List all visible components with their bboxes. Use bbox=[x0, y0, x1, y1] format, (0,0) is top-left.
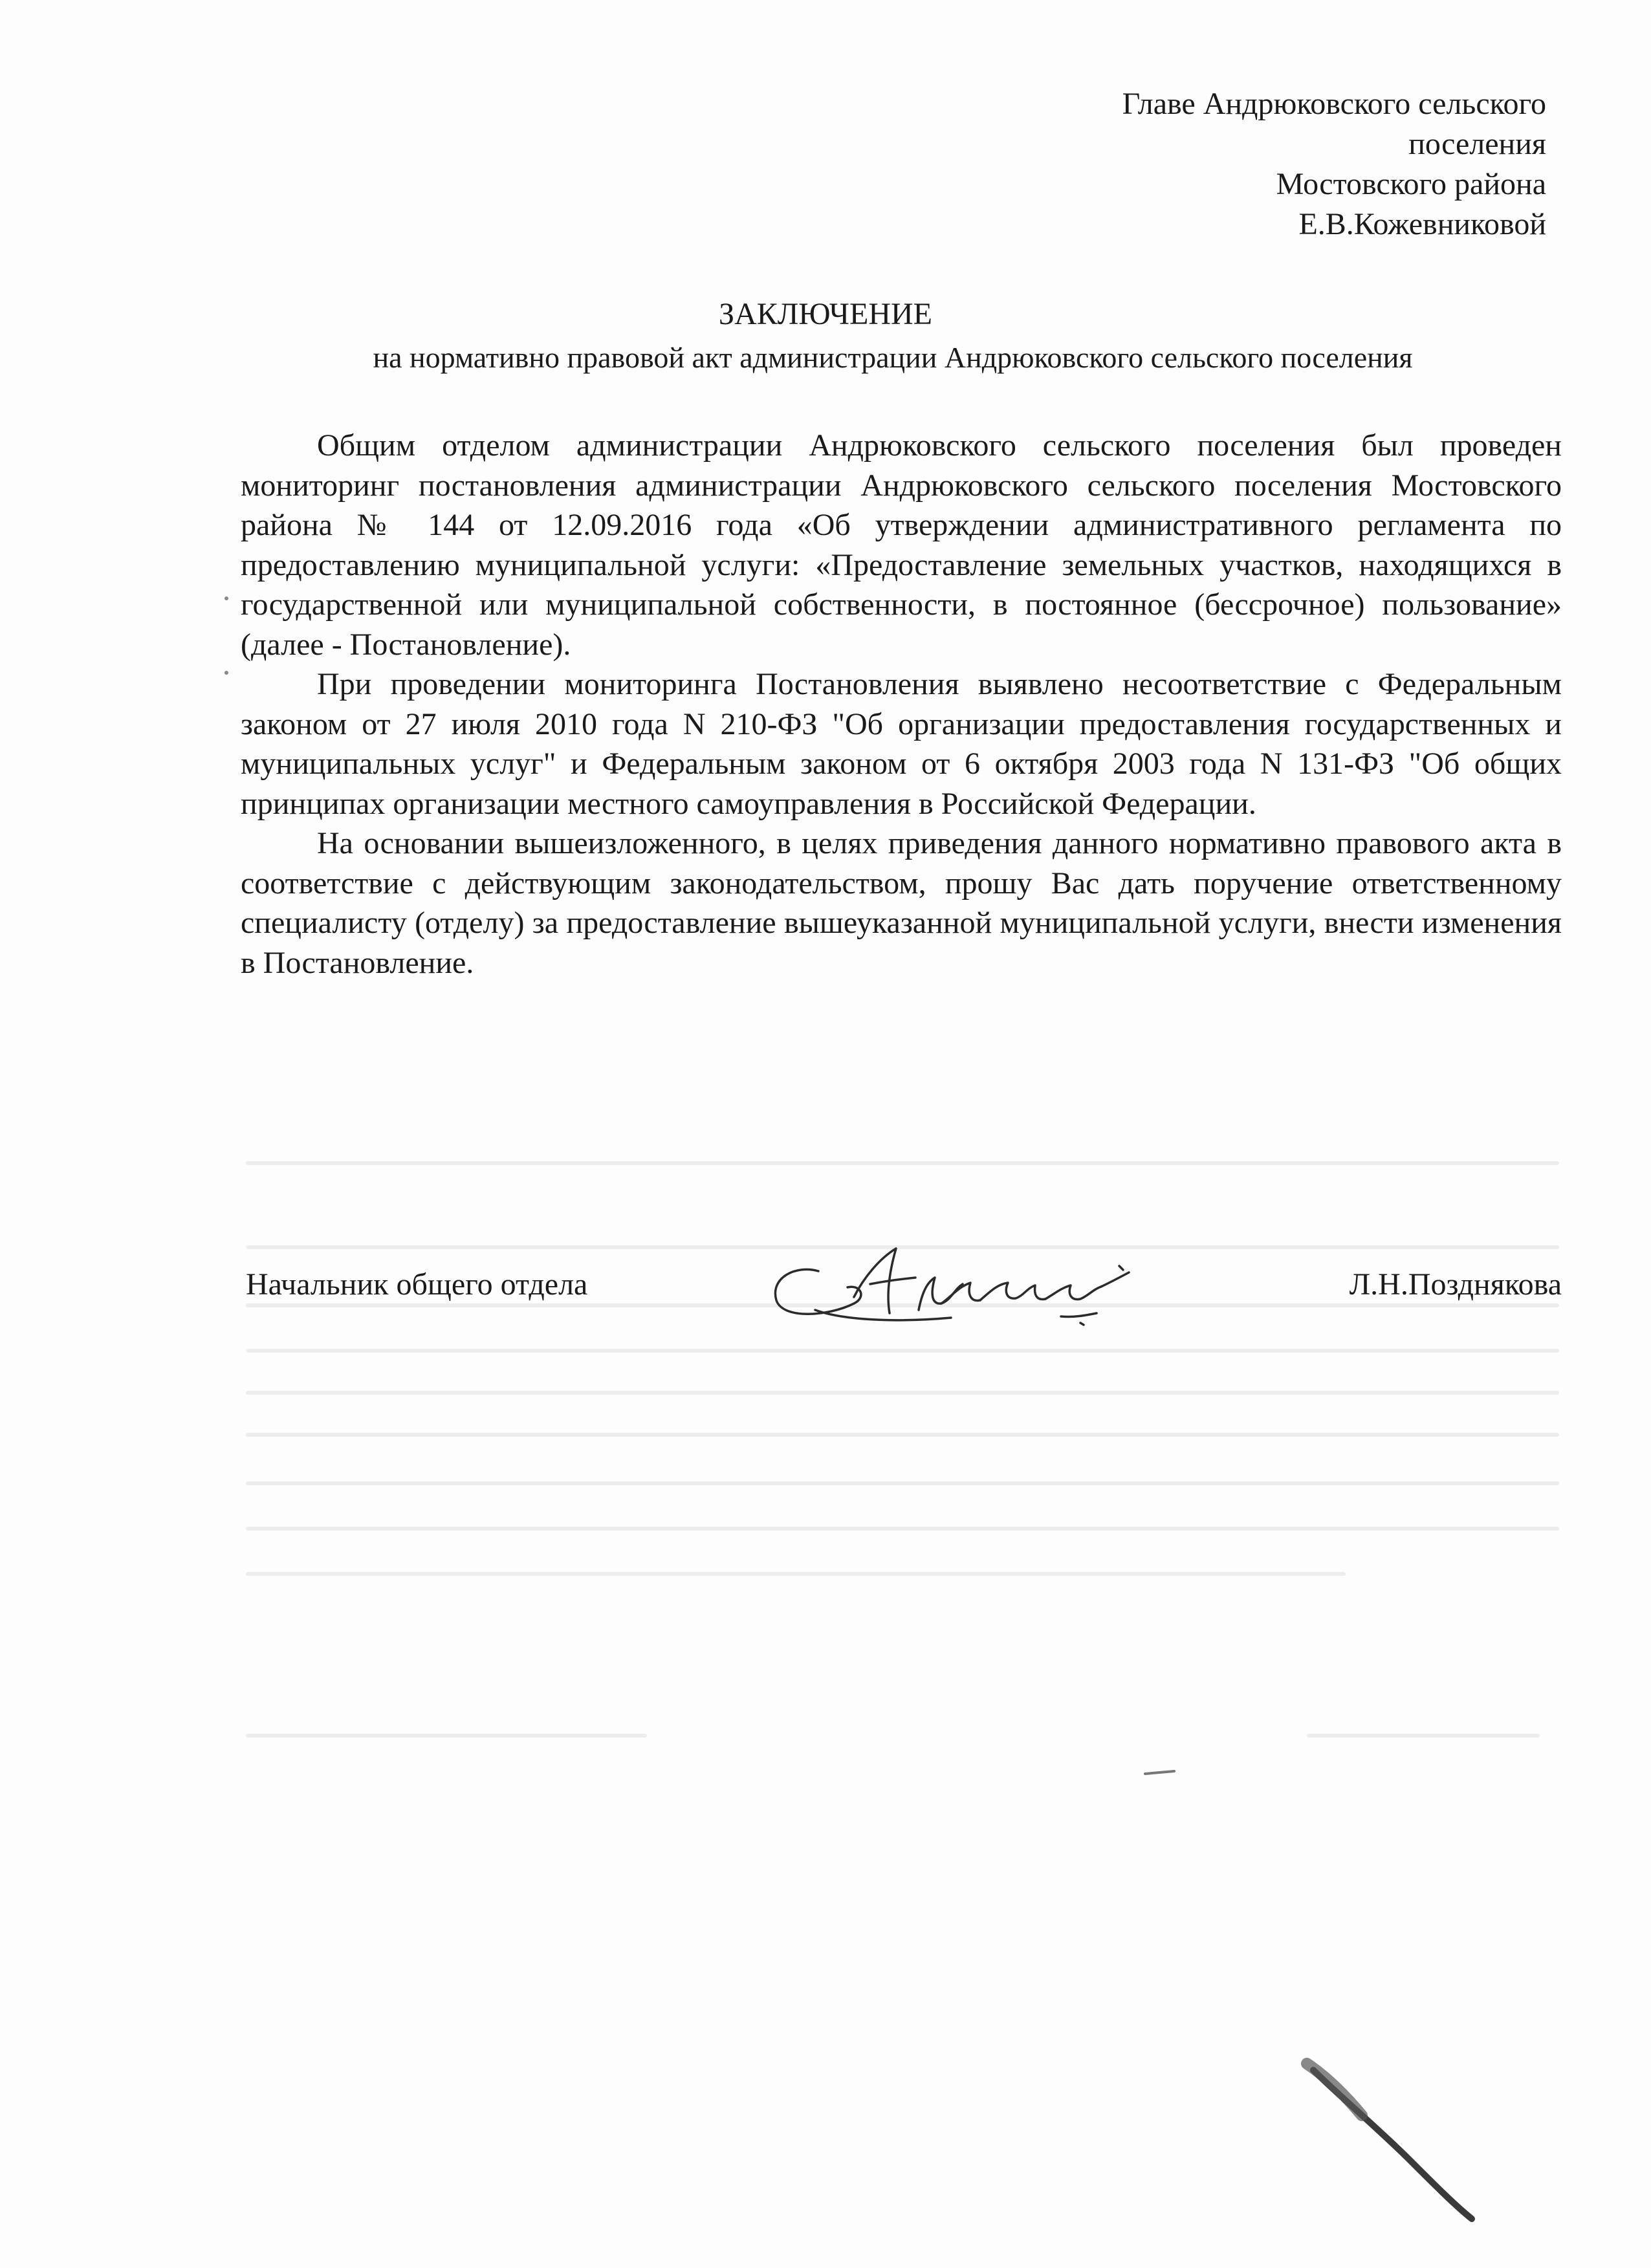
signatory-position: Начальник общего отдела bbox=[246, 1267, 588, 1302]
body-paragraph: На основании вышеизложенного, в целях приведения данного нормативно правового акта в соответствие с действующим законодательством, прошу Вас дать поручение ответственному специалисту (отделу) за предоставление вышеуказанной муниципальной услуги, внести изменения в Постановление. bbox=[241, 826, 1562, 980]
scan-artifact-mark bbox=[1300, 2057, 1482, 2225]
document-body bbox=[241, 426, 1562, 983]
scan-artifact-dot bbox=[220, 592, 233, 605]
body-paragraph: Общим отделом администрации Андрюковского сельского поселения был проведен мониторинг постановления администрации Андрюковского сельского поселения Мостовского района № 144 от 12.09.2016 года «Об утверждении административного регламента по предоставлению муниципальной услуги: «Предоставление земельных участков, находящихся в государственной или муниципальной собственности, в постоянное (бессрочное) пользование» (далее - Постановление). bbox=[241, 428, 1562, 662]
document-subtitle: на нормативно правовой акт администрации Андрюковского сельского поселения bbox=[373, 341, 1413, 374]
addressee-line: поселения bbox=[1408, 127, 1546, 161]
handwritten-signature bbox=[757, 1232, 1158, 1342]
signatory-name: Л.Н.Позднякова bbox=[1349, 1267, 1562, 1302]
addressee-line: Мостовского района bbox=[1276, 167, 1546, 201]
document-title: ЗАКЛЮЧЕНИЕ bbox=[719, 297, 932, 331]
body-paragraph: При проведении мониторинга Постановления выявлено несоответствие с Федеральным законом от 27 июля 2010 года N 210-ФЗ "Об организации предоставления государственных и муниципальных услуг" и Федеральным законом от 6 октября 2003 года N 131-ФЗ "Об общих принципах организации местного самоуправления в Российской Федерации. bbox=[241, 667, 1562, 821]
addressee-line: Е.В.Кожевниковой bbox=[1298, 207, 1546, 241]
scan-artifact-dot bbox=[1142, 1766, 1181, 1779]
addressee-line: Главе Андрюковского сельского bbox=[1122, 87, 1546, 121]
addressee-block bbox=[899, 84, 1546, 245]
scan-artifact-dot bbox=[220, 666, 233, 679]
